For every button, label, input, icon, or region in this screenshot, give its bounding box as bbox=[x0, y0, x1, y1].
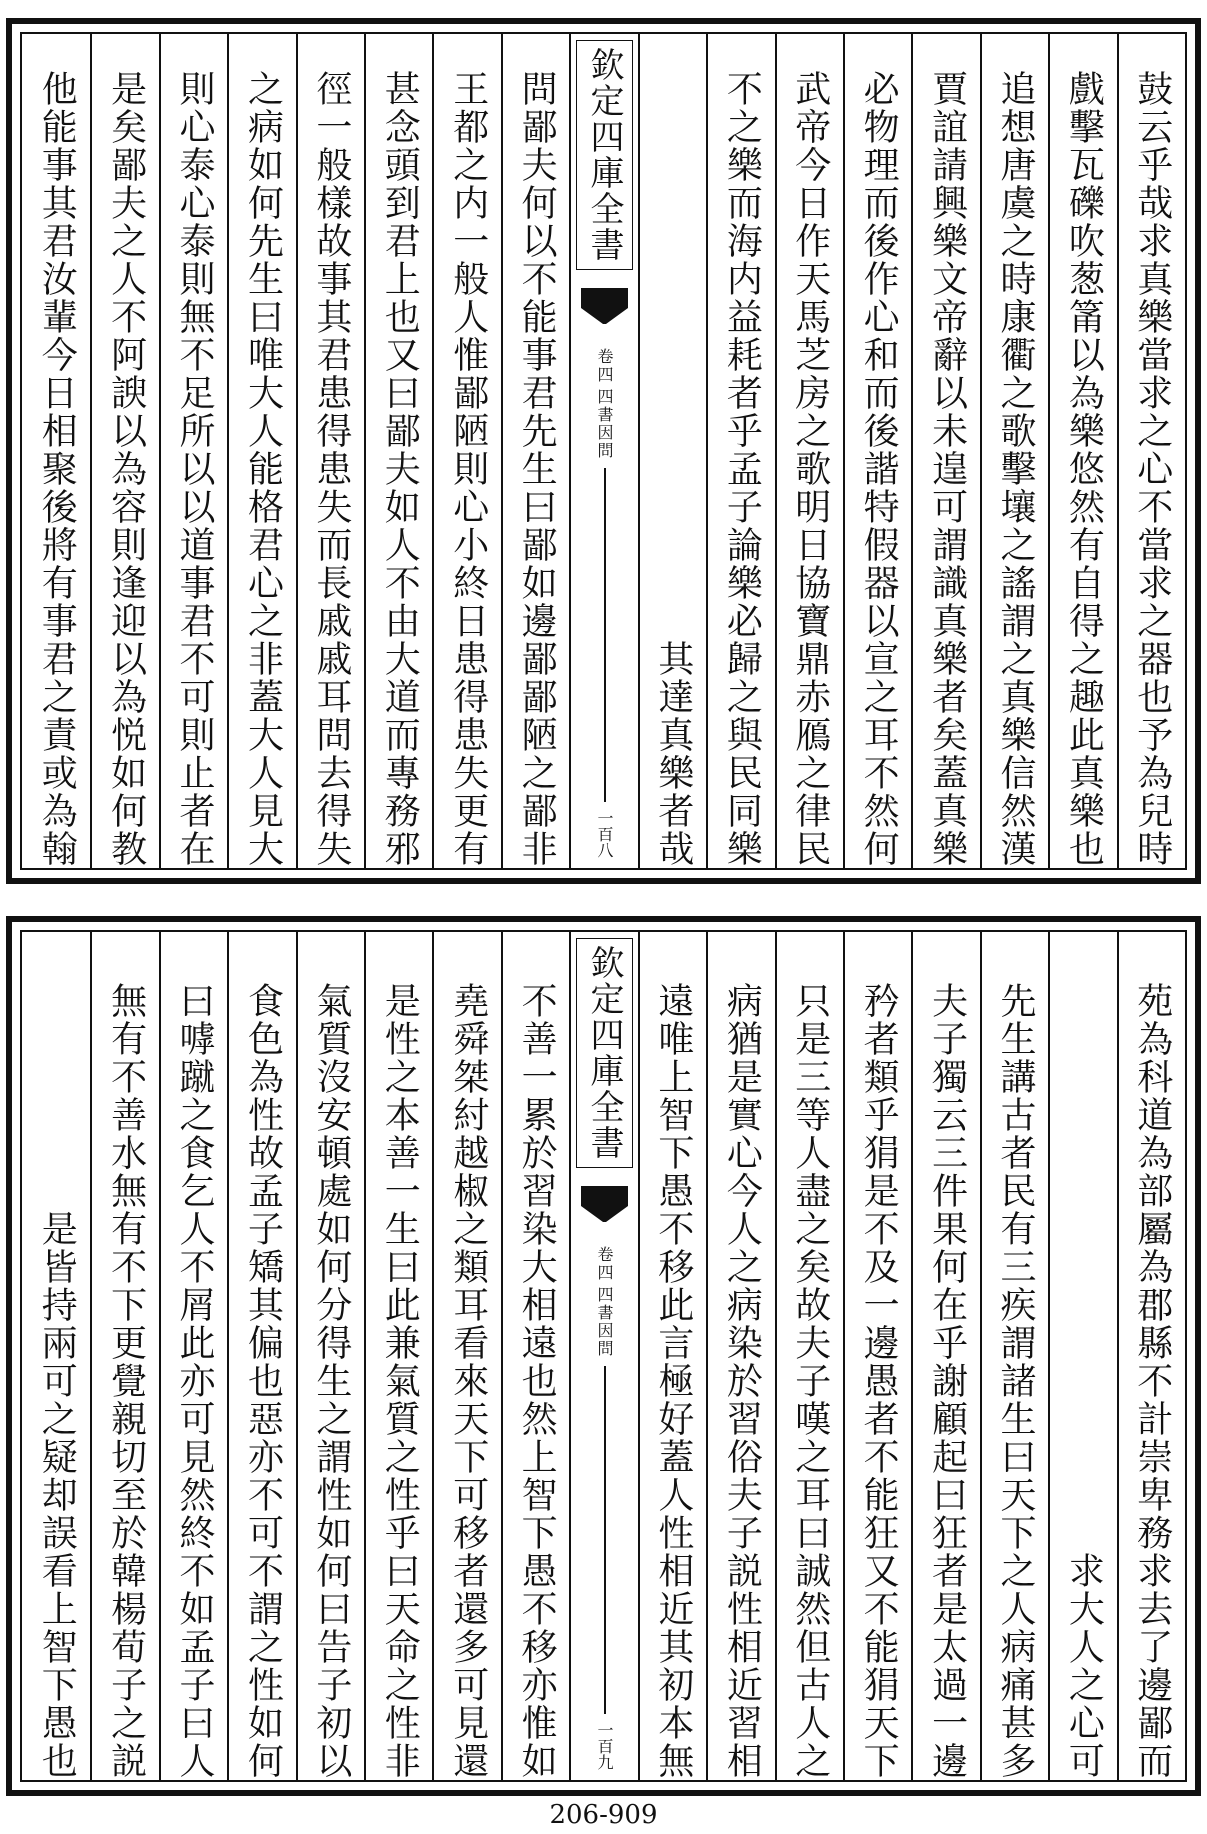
text-column: 無有不善水無有不下更覺親切至於韓楊荀子之説 bbox=[90, 932, 158, 1780]
text-column: 病猶是實心今人之病染於習俗夫子説性相近習相 bbox=[706, 932, 774, 1780]
text-column: 戲擊瓦礫吹葱筩以為樂悠然有自得之趣此真樂也 bbox=[1048, 34, 1116, 868]
book-title: 欽定四庫全書 bbox=[576, 40, 633, 270]
leaf-number: 一百九 bbox=[595, 1722, 615, 1770]
text-column: 只是三等人盡之矣故夫子嘆之耳曰誠然但古人之 bbox=[775, 932, 843, 1780]
text-column: 不之樂而海内益耗者乎孟子論樂必歸之與民同樂 bbox=[706, 34, 774, 868]
fish-tail-mark bbox=[581, 1186, 627, 1230]
top-text-grid bbox=[22, 34, 1185, 868]
text-column: 求大人之心可 bbox=[1048, 932, 1116, 1780]
text-column: 遠唯上智下愚不移此言極好蓋人性相近其初本無 bbox=[638, 932, 706, 1780]
text-column: 甚念頭到君上也又曰鄙夫如人不由大道而專務邪 bbox=[364, 34, 432, 868]
center-fold-column bbox=[569, 34, 637, 868]
text-column: 曰嘑蹴之食乞人不屑此亦可見然終不如孟子曰人 bbox=[159, 932, 227, 1780]
text-column: 先生講古者民有三疾謂諸生曰天下之人病痛甚多 bbox=[980, 932, 1048, 1780]
text-column: 問鄙夫何以不能事君先生曰鄙如邊鄙鄙陋之鄙非 bbox=[501, 34, 569, 868]
text-column: 夫子獨云三件果何在乎謝顧起曰狂者是太過一邊 bbox=[911, 932, 979, 1780]
text-column: 武帝今日作天馬芝房之歌明日協寶鼎赤鴈之律民 bbox=[775, 34, 843, 868]
chapter-label: 四書因問 卷四 bbox=[595, 348, 615, 460]
text-column: 王都之内一般人惟鄙陋則心小終日患得患失更有 bbox=[432, 34, 500, 868]
text-column: 必物理而後作心和而後諧特假器以宣之耳不然何 bbox=[843, 34, 911, 868]
leaf-number: 一百八 bbox=[595, 810, 615, 858]
text-column: 是皆持兩可之疑却誤看上智下愚也 bbox=[36, 1210, 78, 1780]
bottom-page bbox=[6, 916, 1201, 1796]
center-fold-column bbox=[569, 932, 637, 1780]
text-column: 賈誼請興樂文帝辭以未遑可謂識真樂者矣蓋真樂 bbox=[911, 34, 979, 868]
top-page-frame bbox=[20, 32, 1187, 870]
text-column: 苑為科道為部屬為郡縣不計崇卑務求去了邊鄙而 bbox=[1117, 932, 1185, 1780]
text-column: 則心泰心泰則無不足所以以道事君不可則止者在 bbox=[159, 34, 227, 868]
text-column: 之病如何先生曰唯大人能格君心之非蓋大人見大 bbox=[227, 34, 295, 868]
text-column: 是性之本善一生曰此兼氣質之性乎曰天命之性非 bbox=[364, 932, 432, 1780]
page-number: 206-909 bbox=[549, 1800, 658, 1830]
bottom-page-frame bbox=[20, 930, 1187, 1782]
text-column: 矜者類乎狷是不及一邊愚者不能狂又不能狷天下 bbox=[843, 932, 911, 1780]
book-title: 欽定四庫全書 bbox=[576, 938, 633, 1168]
text-column: 徑一般樣故事其君患得患失而長戚戚耳問去得失 bbox=[296, 34, 364, 868]
bottom-text-grid bbox=[22, 932, 1185, 1780]
text-column: 追想唐虞之時康衢之歌擊壤之謠謂之真樂信然漢 bbox=[980, 34, 1048, 868]
text-column: 堯舜桀紂越椒之類耳看來天下可移者還多可見還 bbox=[432, 932, 500, 1780]
fold-rule bbox=[604, 1366, 606, 1714]
fish-tail-mark bbox=[581, 288, 627, 332]
text-column: 不善一累於習染大相遠也然上智下愚不移亦惟如 bbox=[501, 932, 569, 1780]
fold-rule bbox=[604, 468, 606, 802]
text-column: 食色為性故孟子矯其偏也惡亦不可不謂之性如何 bbox=[227, 932, 295, 1780]
text-column: 其達真樂者哉 bbox=[638, 34, 706, 868]
text-column: 氣質沒安頓處如何分得生之謂性如何曰告子初以 bbox=[296, 932, 364, 1780]
chapter-label: 四書因問 卷四 bbox=[595, 1246, 615, 1358]
top-page bbox=[6, 18, 1201, 884]
text-column: 是矣鄙夫之人不阿諛以為容則逢迎以為悦如何教 bbox=[90, 34, 158, 868]
text-column: 鼓云乎哉求真樂當求之心不當求之器也予為兒時 bbox=[1117, 34, 1185, 868]
text-column: 他能事其君汝輩今日相聚後將有事君之責或為翰 bbox=[36, 70, 78, 868]
